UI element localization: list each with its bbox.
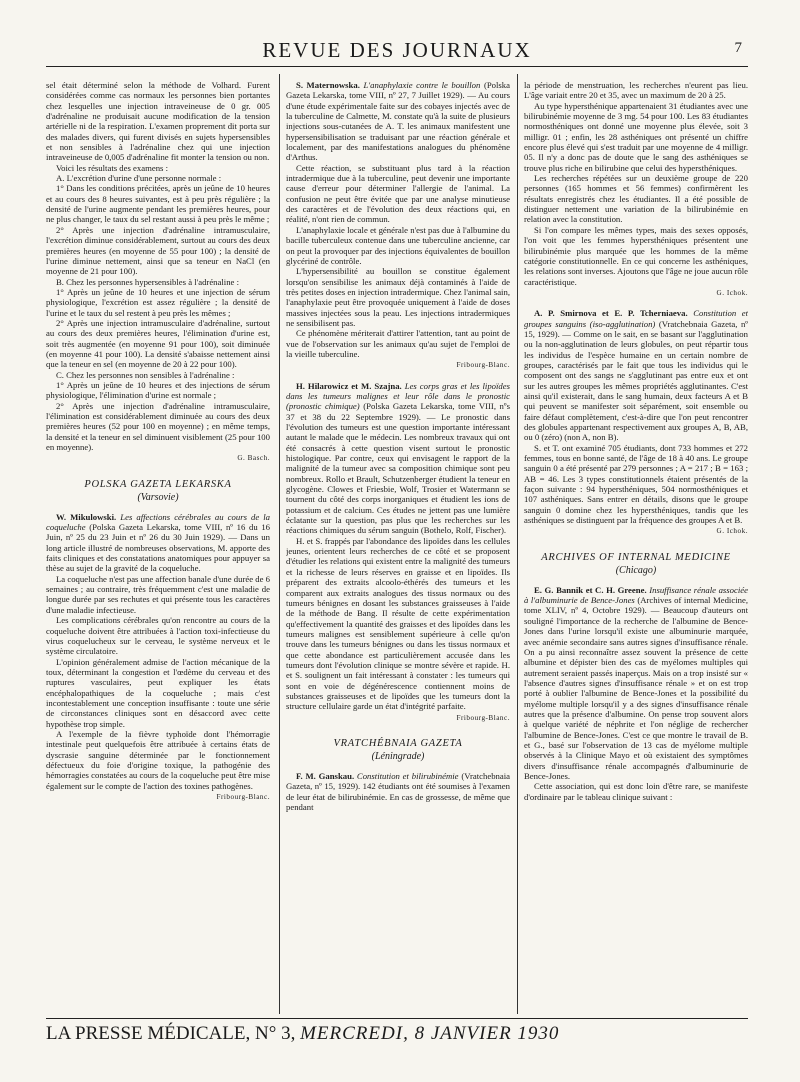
paragraph: 2° Après une injection d'adrénaline intramusculaire, l'excrétion diminue considérablement, surtout au cours des deux premières heures (en moyenne de 55 pour 100) ; la densité de l'urine diminue nettement, ainsi que sa teneur en NaCl (en moyenne de 21 pour 100). — [46, 224, 270, 277]
article-author: H. Hilarowicz et M. Szajna. — [296, 380, 402, 391]
article-text: (Polska Gazeta Lekarska, tome VIII, nº 27, 7 Juillet 1929). — Au cours d'une étude expérimentale faite sur des cobayes injectés avec de la tuberculine de Calmette, M. constate qu'à la suite de plusieurs injections sous-cutanées de A. T. les animaux manifestent une hypersensibilisation se traduisant par une réaction générale et localement, par des manifestations analogues du phénomène d'Arthus. — [286, 80, 510, 163]
paragraph: sel était déterminé selon la méthode de Volhard. Furent considérées comme cas normaux les personnes bien portantes chez lesquelles une injection intraveineuse de 0 gr. 005 d'adrénaline ne produisait aucune modification de la tension artérielle ni de la respiration. L'examen proprement dit porta sur des malades divers, qui furent divisés en sujets hypersensibles et non sensibles à l'adrénaline chez qui une injection intraveineuse de 0,005 d'adrénaline fit monter la tension ou non. — [46, 80, 270, 163]
column-divider — [279, 74, 280, 1014]
section-heading: VRATCHÉBNAIA GAZETA — [333, 737, 463, 749]
column-1 — [46, 80, 270, 1015]
column-2 — [286, 80, 510, 1015]
paragraph: L'anaphylaxie locale et générale n'est pas due à l'albumine du bacille tuberculeux contenue dans une tuberculine ancienne, car on peut la provoquer par des injections équivalentes de bouillon glycériné de contrôle. — [286, 224, 510, 266]
paragraph: la période de menstruation, les recherches n'eurent pas lieu. L'âge variait entre 20 et 35, avec un maximum de 20 à 25. — [524, 80, 748, 101]
paragraph: H. et S. frappés par l'abondance des lipoïdes dans les cellules jeunes, orientent leurs recherches de ce côté et se proposent d'étudier les relations qui existent entre la malignité des tumeurs et la richesse de leurs réserves en graisse et en lipoïdes. Ils préparent des extraits alcoolo-éthérés des tumeurs et les comparent aux extraits analogues des tissus normaux ou des tumeurs bénignes en dosant les substances graisseuses à l'aide de la méthode de Bang. Il résulte de cette expérimentation qu'effectivement la quantité des graisses et des lipoïdes dans les tumeurs malignes est sensiblement supérieure à celle qu'on trouve dans les tumeurs bénignes ou dans les tissus normaux et que cette abondance est particulièrement accusée dans les tumeurs dont l'évolution clinique se montre sévère et rapide. H. et S. soulignent un fait intéressant à constater : les tumeurs qui sont en voie de dégénérescence contiennent moins de substances graisseuses et de lipoïdes que les tumeurs dont la structure cellulaire garde un état d'intégrité parfaite. — [286, 535, 510, 712]
paragraph: 1° Après un jeûne de 10 heures et une injection de sérum physiologique, l'excrétion est assez régulière ; la densité de l'urine et le taux du sel restent à peu près les mêmes ; — [46, 286, 270, 318]
signature: G. Ichok. — [716, 288, 748, 297]
page-number: 7 — [734, 40, 742, 56]
paragraph: Cette réaction, se substituant plus tard à la réaction intradermique due à la tuberculine, peut devenir une importante cause d'erreur pour déterminer l'allergie de l'animal. La confusion ne peut être évitée que par une analyse minutieuse des caractères et de l'évolution des deux réactions qui, en réalité, n'ont rien de commun. — [286, 162, 510, 225]
article-text: (Archives of internal Medicine, tome XLIV, nº 4, Octobre 1929). — Beaucoup d'auteurs ont souligné l'importance de la recherche de l'albumine de Bence-Jones dans l'urine lorsqu'il existe une albuminurie marquée, avec anémie secondaire sans autres signes d'insuffisance rénale. On a pu ainsi reconnaître assez souvent la présence de cette albumine et dépister bien des cas de myélomes multiples qui autrement seraient passés inaperçus. Mais on a trop insisté sur « l'absence d'autres signes d'insuffisance rénale » et on est trop porté à oublier l'albumine de Bence-Jones et la possibilité du myélome multiple lorsqu'il y a des signes d'insuffisance rénale autres que la présence d'albumine. On pense trop souvent alors à quelque variété de néphrite et l'on néglige de rechercher l'albumine de Bence-Jones. C'est ce que montre le travail de B. et G., basé sur l'observation de 13 cas de myélome multiple observés à la Clinique Mayo et où existaient des symptômes divers d'insuffisance rénale accompagnés d'albuminurie de Bence-Jones. — [524, 595, 748, 781]
paragraph: 2° Après une injection d'adrénaline intramusculaire, l'élimination est considérablement diminuée au cours des deux premières heures (52 pour 100 en moyenne) ; en même temps, la densité et la teneur en sel diminuent visiblement (25 pour 100 en moyenne). — [46, 400, 270, 453]
paragraph: Au type hypersthénique appartenaient 31 étudiantes avec une bilirubinémie moyenne de 3 mg. 54 pour 100. Les 83 étudiantes normosthéniques ont donné une moyenne plus élevée, soit 3 milligr. 01 ; enfin, les 28 asthéniques ont présenté un chiffre encore plus élevé qui s'est traduit par une moyenne de 4 milligr. 05. Il n'y a donc pas de doute que le sang des asthéniques se trouve plus riche en bilirubine que celui des hypersthéniques. — [524, 100, 748, 173]
column-divider — [517, 74, 518, 1014]
article-title: Les corps gras et les lipoïdes dans les tumeurs malignes et leur rôle dans le pronostic (pronostic chimique) — [286, 380, 510, 412]
article-title: Les affections cérébrales au cours de la coqueluche — [46, 511, 270, 533]
footer-rule — [46, 1018, 748, 1019]
section-heading: ARCHIVES OF INTERNAL MEDICINE — [541, 551, 731, 563]
signature: Fribourg-Blanc. — [216, 793, 270, 801]
journal-section-title: REVUE DES JOURNAUX — [262, 38, 532, 62]
paragraph: L'hypersensibilité au bouillon se constitue également lorsqu'on sensibilise les animaux déjà contaminés à l'aide de très petites doses en injection intradermique. Chez l'animal sain, l'anaphylaxie peut être provoquée uniquement à l'aide de doses massives injectées sous la peau. Les injections intradermiques ne sensibilisent pas. — [286, 266, 510, 328]
article-text: (Polska Gazeta Lekarska, tome VIII, nºs 37 et 38 du 22 Septembre 1929). — Le pronostic dans l'évolution des tumeurs est une question importante intéressant autant le malade que le médecin. Les nombreux travaux qui ont été consacrés à cette question visent surtout le pronostic histologique. Par contre, ceux qui envisagent le rapport de la malignité de la tumeur avec sa composition chimique sont peu nombreux. Rollo et Brault, Schutzenberger étudient la teneur en glycogène. Clowes et Friesbie, Wolf, Trosier et Watermann se tournent du côté des corps inorganiques et étudient les ions de potassium et de calcium. Ces études ne jettent pas une lumière éclatante sur la question, pas plus que les recherches sur les réactions chimiques du sérum sanguin (Bothelo, Rolf, Fischer). — [286, 401, 510, 536]
paragraph: 2° Après une injection intramusculaire d'adrénaline, surtout au cours des deux premières heures, l'élimination d'urine est, soit très augmentée (en moyenne 91 pour 100), soit diminuée (en moyenne 41 pour 100). La densité s'abaisse nettement ainsi que la teneur en sel (en moyenne de 20 à 22 pour 100). — [46, 317, 270, 370]
paragraph: Les complications cérébrales qu'on rencontre au cours de la coqueluche doivent être attribuées à l'action toxi-infectieuse du virus coquelucheux sur le cerveau, le système nerveux et le système circulatoire. — [46, 615, 270, 657]
paragraph: L'opinion généralement admise de l'action mécanique de la toux, déterminant la congestion et l'œdème du cerveau et des ruptures vasculaires, peut expliquer les états encéphalopathiques de la coqueluche ; mais c'est incontestablement une conception insuffisante : toute une série de circonstances cliniques sont en désaccord avec cette hypothèse trop simple. — [46, 656, 270, 729]
paragraph: Les recherches répétées sur un deuxième groupe de 220 personnes (165 hommes et 56 femmes) confirmèrent les résultats enregistrés chez les étudiantes. Il a été possible de distinguer nettement une variation de la bilirubinémie en relation avec la constitution. — [524, 173, 748, 225]
header-rule — [46, 66, 748, 67]
paragraph: S. et T. ont examiné 705 étudiants, dont 733 hommes et 272 femmes, tous en bonne santé, de l'âge de 18 à 40 ans. Le groupe sanguin 0 a été présenté par 279 personnes ; A = 217 ; B = 163 ; AB = 46. Les 3 types constitutionnels étaient présentés de la façon suivante : 94 hypersthéniques, 504 normosthéniques et 107 asthéniques. Sans entrer en détails, disons que le groupe sanguin 0 domine chez les hypersthéniques, tandis que les asthéniques se distinguent par la fréquence des groupes A et B. — [524, 442, 748, 526]
signature: G. Ichok. — [716, 527, 748, 536]
article-author: S. Maternowska. — [296, 80, 360, 90]
signature: Fribourg-Blanc. — [456, 361, 510, 370]
article-title: Constitution et bilirubinémie — [356, 770, 459, 781]
paragraph: A l'exemple de la fièvre typhoïde dont l'hémorragie intestinale peut quelquefois être attribuée à certains états de dyscrasie sanguine déterminée par le fonctionnement défectueux du foie d'origine toxique, la pathogénie des hémorragies constatées au cours de la coqueluche peut être mise également sur le compte de l'action des toxines pathogènes. — [46, 728, 270, 791]
paragraph: La coqueluche n'est pas une affection banale d'une durée de 6 semaines ; au contraire, très fréquemment c'est une maladie de longue durée par ses rechutes et qui présente tous les caractères d'une maladie infectieuse. — [46, 573, 270, 615]
paragraph: Voici les résultats des examens : — [56, 162, 169, 173]
article-author: W. Mikulowski. — [56, 511, 117, 522]
article-author: F. M. Ganskau. — [296, 770, 355, 781]
section-subheading: (Léningrade) — [371, 750, 425, 762]
paragraph: B. Chez les personnes hypersensibles à l'adrénaline : — [56, 276, 239, 287]
paragraph: Ce phénomène mériterait d'attirer l'attention, tant au point de vue de l'observation sur les animaux qu'au sujet de l'emploi de la vieille tuberculine. — [286, 328, 510, 359]
section-subheading: (Chicago) — [615, 564, 657, 576]
article-text: (Polska Gazeta Lekarska, tome VIII, nº 16 du 16 Juin, nº 25 du 23 Juin et nº 26 du 30 Juin 1929). — Dans un long article illustré de nombreuses observations, M. apporte des faits cliniques et des constatations anatomiques pour appuyer sa thèse au sujet de la gravité de la coqueluche. — [46, 522, 270, 574]
article-title: Insuffisance rénale associée à l'albuminurie de Bence-Jones — [524, 584, 748, 606]
paragraph: A. L'excrétion d'urine d'une personne normale : — [56, 173, 222, 184]
paragraph: C. Chez les personnes non sensibles à l'adrénaline : — [56, 369, 235, 380]
paragraph: Si l'on compare les mêmes types, mais des sexes opposés, l'on voit que les femmes hypersthéniques présentent une bilirubinémie plus marquée que les hommes de la même catégorie constitutionnelle. En ce qui concerne les asthéniques, les relations sont inverses. Ajoutons que l'âge ne joue aucun rôle caractéristique. — [524, 224, 748, 287]
paragraph: 1° Après un jeûne de 10 heures et des injections de sérum physiologique, l'élimination d'urine est normale ; — [46, 379, 270, 401]
signature: G. Basch. — [237, 454, 270, 463]
article-author: A. P. Smirnova et E. P. Tcherniaeva. — [534, 308, 688, 319]
signature: Fribourg-Blanc. — [456, 713, 510, 722]
article-author: E. G. Bannik et C. H. Greene. — [534, 584, 647, 595]
footer-date: MERCREDI, 8 JANVIER 1930 — [300, 1023, 560, 1044]
footer-journal: LA PRESSE MÉDICALE, N° 3, — [46, 1023, 296, 1044]
article-title: Constitution et groupes sanguins (iso-agglutination) — [524, 308, 748, 329]
paragraph: Cette association, qui est donc loin d'être rare, se manifeste d'ordinaire par le tableau clinique suivant : — [524, 781, 748, 802]
article-text: (Vratchebnaia Gazeta, nº 15, 1929). — Comme on le sait, en se basant sur l'agglutination ou la non-agglutination de leurs globules, on peut répartir tous les individus de l'espèce humaine en un certain nombre de groupes, caractérisés par le fait que tous les individus qui le composent ont des sangs ne s'agglutinant pas entre eux et ont sur les autres groupes les mêmes propriétés agglutinantes. C'est ainsi qu'il existerait, dans le sang humain, deux facteurs A et B qui peuvent se manifester soit séparément, soit ensemble ou faire défaut complètement, c'est-à-dire que l'on peut rencontrer des globules appartenant respectivement aux groupes A, B, AB, ou 0 (zéro) (non A, non B). — [524, 318, 748, 443]
article-title: L'anaphylaxie contre le bouillon — [363, 80, 481, 90]
article-text: (Vratchebnaia Gazeta, nº 15, 1929). 142 étudiants ont été soumises à l'examen de leur état de bilirubinémie. En cas de grossesse, de même que pendant — [286, 770, 510, 812]
section-heading: POLSKA GAZETA LEKARSKA — [84, 478, 232, 490]
paragraph: 1° Dans les conditions précitées, après un jeûne de 10 heures et au cours des 8 heures suivantes, est à peu près régulière ; la densité de l'urine augmente pendant les premières heures, pour ne plus changer, le taux du sel restant aussi à peu près le même ; — [46, 183, 270, 225]
page-footer — [46, 1023, 748, 1045]
section-subheading: (Varsovie) — [137, 491, 179, 503]
page-header — [46, 38, 748, 66]
column-3 — [524, 80, 748, 1015]
